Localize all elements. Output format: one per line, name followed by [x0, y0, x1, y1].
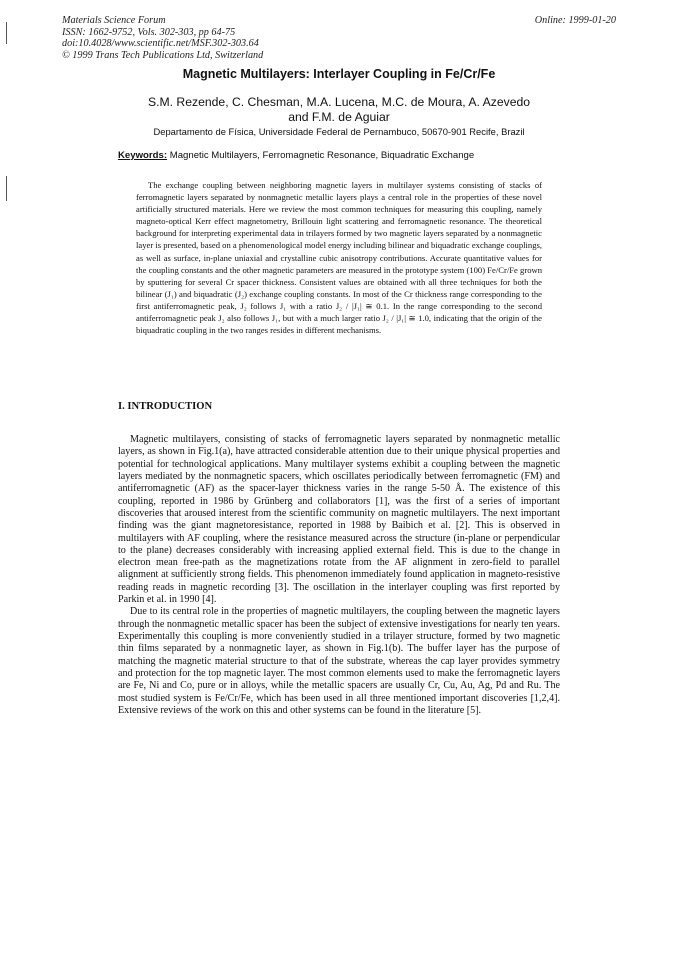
paper-title: Magnetic Multilayers: Interlayer Coupling in Fe/Cr/Fe	[182, 67, 496, 81]
margin-rule-bottom	[6, 176, 7, 201]
keywords-line	[118, 150, 474, 161]
journal-header	[62, 15, 263, 61]
affiliation: Departamento de Física, Universidade Federal de Pernambuco, 50670-901 Recife, Brazil	[153, 126, 525, 137]
author-list	[0, 95, 678, 124]
authors-line-2: and F.M. de Aguiar	[288, 109, 390, 124]
intro-paragraph-2: Due to its central role in the properties of magnetic multilayers, the coupling between the magnetic layers through the nonmagnetic metallic spacer has been the subject of extensive investigations for nearly ten years. Experimentally this coupling is more conveniently studied in a trilayer structure, formed by two magnetic thin films separated by a nonmagnetic layer, as shown in Fig.1(b). The buffer layer has the purpose of matching the magnetic material structure to that of the substrate, whereas the cap layer provides symmetry and protection for the top magnetic layer. The most common elements used to make the ferromagnetic layers are Fe, Ni and Co, pure or in alloys, while the metallic spacers are usually Cr, Cu, Au, Ag, Pd and Ru. The most studied system is Fe/Cr/Fe, which has been used in all three mentioned important discoveries [1,2,4]. Extensive reviews of the work on this and other systems can be found in the literature [5].	[118, 606, 560, 716]
journal-name: Materials Science Forum	[62, 15, 166, 26]
margin-rule-top	[6, 22, 7, 44]
authors-line-1: S.M. Rezende, C. Chesman, M.A. Lucena, M.C. de Moura, A. Azevedo	[147, 95, 531, 109]
copyright-line: © 1999 Trans Tech Publications Ltd, Switzerland	[62, 49, 264, 61]
keywords-label: Keywords:	[118, 150, 168, 161]
abstract-text: The exchange coupling between neighboring magnetic layers in multilayer systems consisting of stacks of ferromagnetic layers separated by nonmagnetic metallic layers plays a central role in the properties of these novel artificially structured materials. Here we review the most common techniques for measuring this coupling, namely magneto-optical Kerr effect magnetometry, Brillouin light scattering and ferromagnetic resonance. The theoretical background for interpreting experimental data in trilayers formed by two magnetic layers separated by a nonmagnetic layer is presented, based on a phenomenological model energy including bilinear and biquadratic exchange couplings, as well as surface, in-plane uniaxial and crystalline cubic anisotropy contributions. Accurate quantitative values for the coupling constants and the other magnetic parameters are measured in the prototype system (100) Fe/Cr/Fe grown by sputtering for several Cr spacer thickness. Consistent values are obtained with all three techniques for both the bilinear (J₁) and biquadratic (J₂) exchange coupling constants. In most of the Cr thickness range corresponding to the first antiferromagnetic peak, J₂ follows J₁ with a ratio J₂ / |J₁| ≅ 0.1. In the range corresponding to the second antiferromagnetic peak J₂ also follows J₁, but with a much larger ratio J₂ / |J₁| ≅ 1.0, indicating that the origin of the biquadratic coupling in the two ranges resides in different mechanisms.	[136, 180, 543, 336]
introduction-body	[118, 434, 560, 717]
doi-line: doi:10.4028/www.scientific.net/MSF.302-303.64	[62, 38, 259, 49]
abstract	[136, 179, 542, 336]
section-heading: I. INTRODUCTION	[118, 401, 213, 412]
online-date: Online: 1999-01-20	[534, 15, 616, 26]
intro-paragraph-1: Magnetic multilayers, consisting of stacks of ferromagnetic layers separated by nonmagnetic metallic layers, as shown in Fig.1(a), have attracted considerable attention due to their unique physical properties and potential for technological applications. Many multilayer systems exhibit a coupling between the magnetic layers mediated by the nonmagnetic spacers, which oscillates periodically between ferromagnetic (FM) and antiferromagnetic (AF) as the spacer-layer thickness varies in the range 5-50 Å. The existence of this coupling, reported in 1986 by Grünberg and collaborators [1], was the first of a series of important discoveries that aroused interest from the scientific community on magnetic multilayers. The next important finding was the giant magnetoresistance, reported in 1988 by Baibich et al. [2]. This is observed in multilayers with AF coupling, where the resistance measured across the structure (in-plane or perpendicular to the plane) decreases considerably with increasing applied external field. This is due to the change in electron mean free-path as the magnetizations rotate from the AF alignment in zero-field to parallel alignment at sufficiently strong fields. This phenomenon immediately found application in magneto-resistive reading reads in magnetic recording [3]. The oscillation in the interlayer coupling was first reported by Parkin et al. in 1990 [4].	[118, 434, 560, 606]
issn-line: ISSN: 1662-9752, Vols. 302-303, pp 64-75	[62, 26, 236, 38]
keywords-list: Magnetic Multilayers, Ferromagnetic Resonance, Biquadratic Exchange	[167, 150, 475, 161]
